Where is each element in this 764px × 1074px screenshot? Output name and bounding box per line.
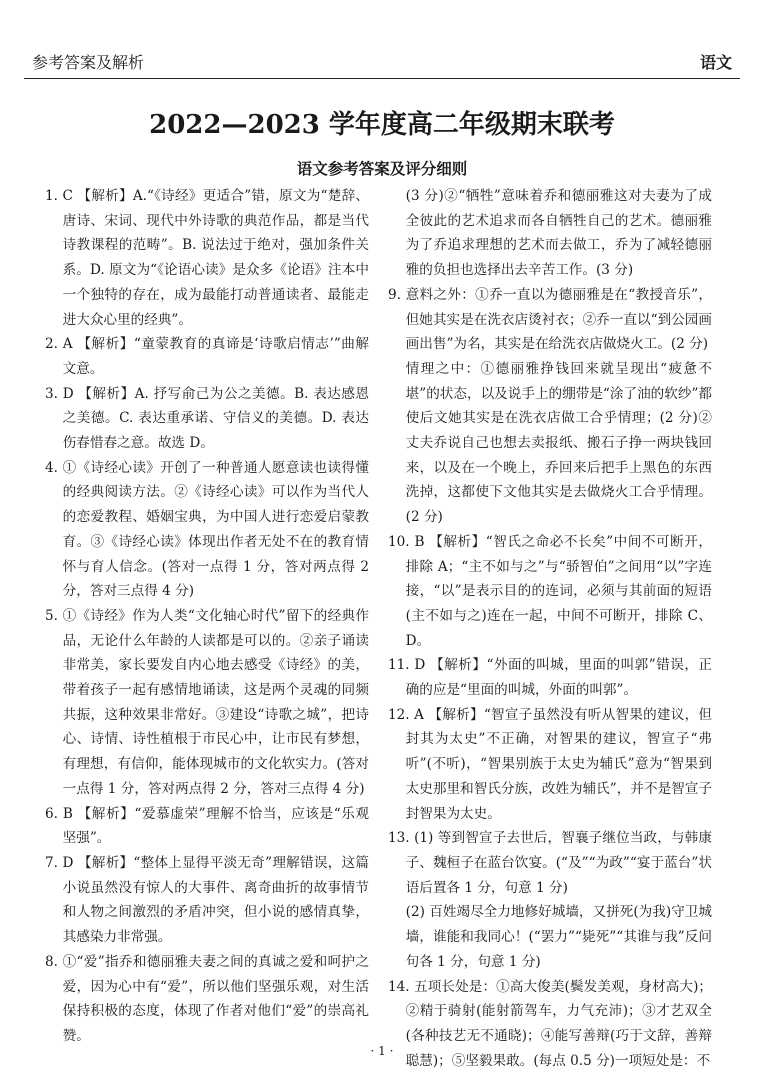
- answer-item: 8. ①“爱”指乔和德丽雅夫妻之间的真诚之爱和呵护之爱，因为心中有“爱”，所以他们坚强乐观，对生活保持积极的态度，体现了作者对他们“爱”的崇高礼赞。: [45, 953, 369, 1044]
- answer-item: 6. B 【解析】“爱慕虚荣”理解不恰当，应该是“乐观坚强”。: [45, 805, 369, 847]
- page-title: 2022—2023 学年度高二年级期末联考: [149, 110, 615, 140]
- right-column: [388, 184, 712, 1073]
- answer-item: (3 分)②“牺牲”意味着乔和德丽雅这对夫妻为了成全彼此的艺术追求而各自牺牲自己的艺术。德丽雅为了乔追求理想的艺术而去做工，乔为了减轻德丽雅的负担也选择出去辛苦工作。(3 分): [405, 188, 712, 279]
- answer-item: (2) 百姓竭尽全力地修好城墙，又拼死(为我)守卫城墙，谁能和我同心！(“罢力”“毙死”“其谁与我”反问句各 1 分，句意 1 分): [405, 904, 712, 970]
- answer-item: 5. ①《诗经》作为人类“文化轴心时代”留下的经典作品，无论什么年龄的人读都是可以的。②亲子诵读非常美，家长要发自内心地去感受《诗经》的美，带着孩子一起有感情地诵读，这是两个灵魂的同频共振，这种效果非常好。③建设“诗歌之城”，把诗心、诗情、诗性植根于市民心中，让市民有梦想，有理想，有信仰，能体现城市的文化软实力。(答对一点得 1 分，答对两点得 2 分，答对三点得 4 分): [45, 607, 369, 797]
- answer-item: 情理之中：①德丽雅挣钱回来就呈现出“疲惫不堪”的状态，以及说手上的绷带是“涂了油的软纱”都使后文她其实是在洗衣店做工合乎情理；(2 分)②丈夫乔说自己也想去卖报纸、搬石子挣一两块钱回来，以及在一个晚上，乔回来后把手上黑色的东西洗掉，这都使下文他其实是去做烧火工合乎情理。(2 分): [405, 360, 712, 526]
- answer-item: 3. D 【解析】A. 抒写俞己为公之美德。B. 表达感恩之美德。C. 表达重承诺、守信义的美德。D. 表达伤春惜春之意。故选 D。: [45, 385, 369, 452]
- page-subtitle: 语文参考答案及评分细则: [296, 159, 468, 178]
- answer-item: 13. (1) 等到智宣子去世后，智襄子继位当政，与韩康子、魏桓子在蓝台饮宴。(“及”“为政”“宴于蓝台”状语后置各 1 分，句意 1 分): [388, 830, 712, 896]
- page-header: [24, 50, 740, 79]
- answer-item: 1. C 【解析】A.“《诗经》更适合”错，原文为“楚辞、唐诗、宋词、现代中外诗歌的典范作品，都是当代诗教课程的范畴”。B. 说法过于绝对，强加条件关系。D. 原文为“《论语心读》是众多《论语》注本中一个独特的存在，成为最能打动普通读者、最能走进大众心里的经典”。: [45, 188, 369, 328]
- answer-item: 7. D 【解析】“整体上显得平淡无奇”理解错误，这篇小说虽然没有惊人的大事件、离奇曲折的故事情节和人物之间激烈的矛盾冲突，但小说的感情真挚，其感染力非常强。: [45, 854, 369, 946]
- answer-item: 12. A 【解析】“智宣子虽然没有听从智果的建议，但封其为太史”不正确，对智果的建议，智宣子“弗听”(不听)，“智果别族于太史为辅氏”意为“智果到太史那里和智氏分族，改姓为辅氏”，并不是智宣子封智果为太史。: [388, 706, 712, 822]
- answer-item: 4. ①《诗经心读》开创了一种普通人愿意读也读得懂的经典阅读方法。②《诗经心读》可以作为当代人的恋爱教程、婚姻宝典，为中国人进行恋爱启蒙教育。③《诗经心读》体现出作者无处不在的教育情怀与育人信念。(答对一点得 1 分，答对两点得 2 分，答对三点得 4 分): [45, 459, 369, 600]
- answer-item: 14. 五项长处是：①高大俊美(鬓发美观，身材高大)；②精于骑射(能射箭驾车，力气充沛)；③才艺双全(各种技艺无不通晓)；④能写善辩(巧于文辞，善辩聪慧)；⑤坚毅果敢。(每点 0.5 分)一项短处是：不: [388, 978, 712, 1069]
- page-number: · 1 ·: [370, 1044, 394, 1058]
- answer-item: 2. A 【解析】“童蒙教育的真谛是‘诗歌启情志’”曲解文意。: [45, 336, 369, 377]
- answer-item: 11. D 【解析】“外面的叫城，里面的叫郭”错误，正确的应是“里面的叫城，外面的叫郭”。: [388, 657, 712, 699]
- answer-item: 10. B 【解析】“智氏之命必不长矣”中间不可断开，排除 A；“主不如与之”与“骄智伯”之间用“以”字连接，“以”是表示目的的连词，必须与其前面的短语(主不如与之)连在一起，中间不可断开，排除 C、D。: [388, 533, 712, 649]
- header-subject-label: 语文: [699, 53, 732, 72]
- left-column: [45, 184, 369, 1049]
- header-left-label: 参考答案及解析: [32, 53, 145, 72]
- answer-item: 9. 意料之外：①乔一直以为德丽雅是在“教授音乐”，但她其实是在洗衣店烫衬衣；②乔一直以“到公园画画出售”为名，其实是在给洗衣店做烧火工。(2 分): [388, 286, 712, 353]
